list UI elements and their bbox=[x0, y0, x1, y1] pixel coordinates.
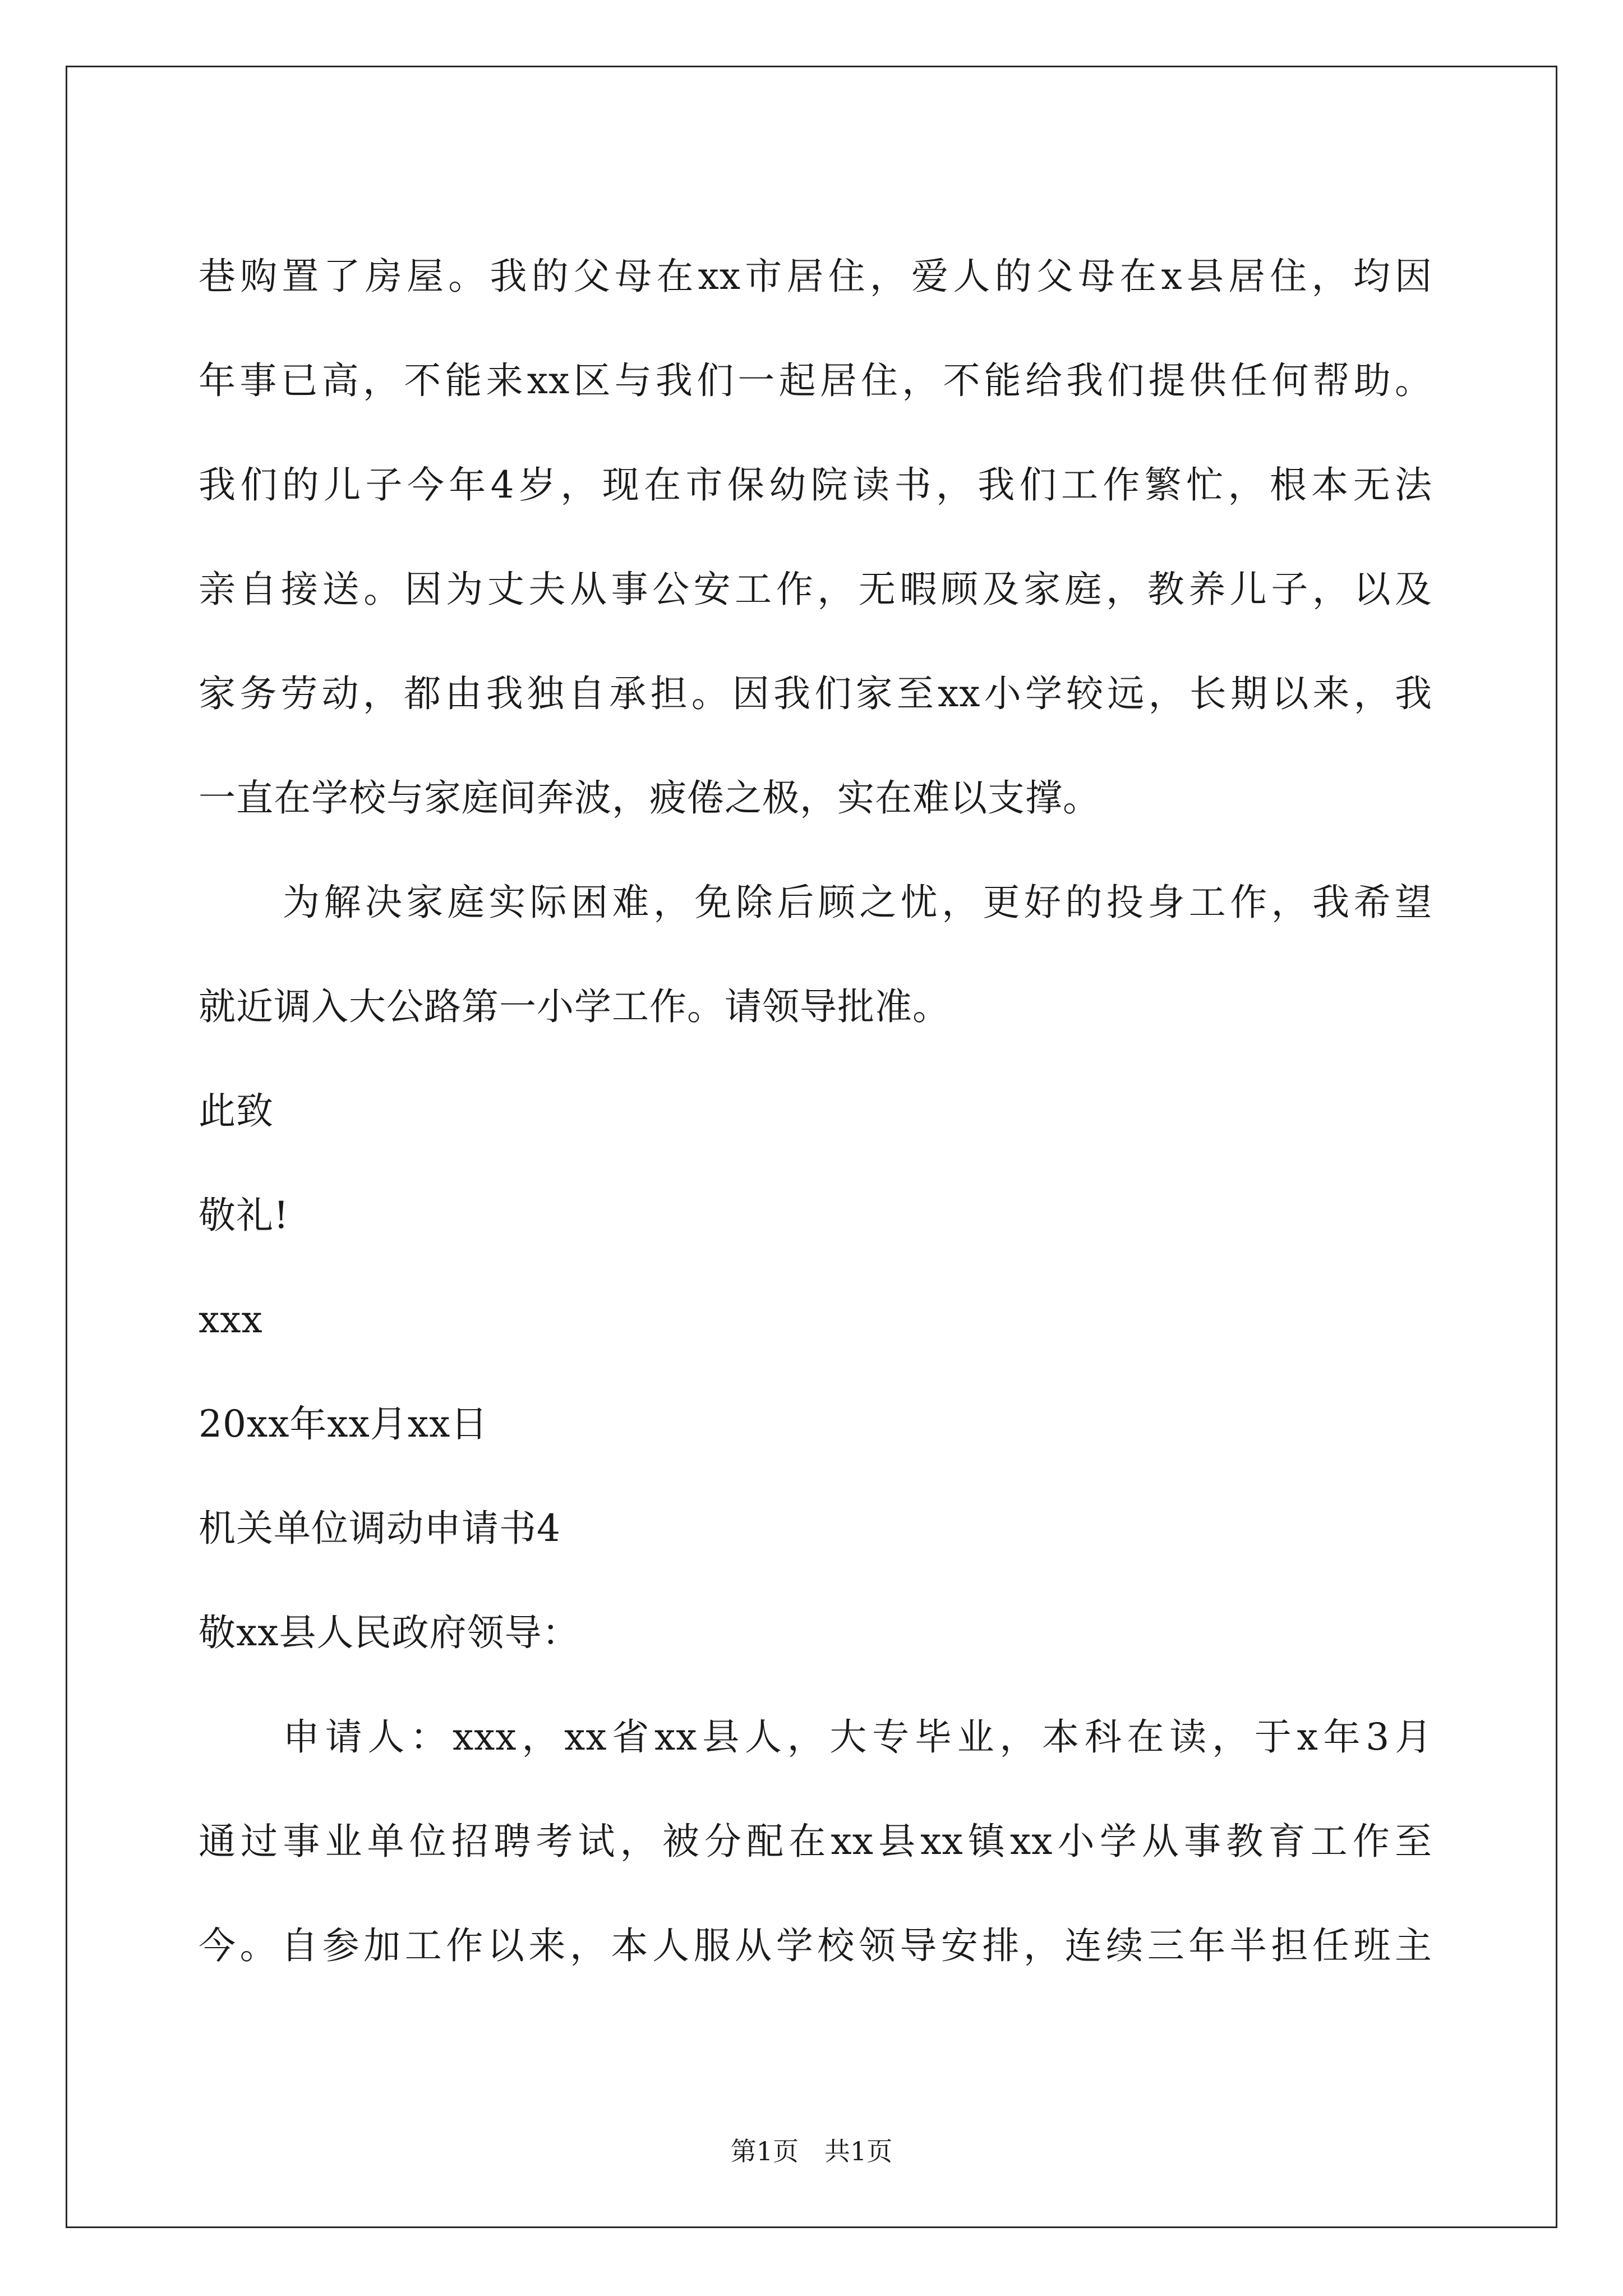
paragraph-first-line: 为解决家庭实际困难，免除后顾之忧，更好的投身工作，我希望 bbox=[283, 881, 1432, 924]
text-line: 我们的儿子今年4岁，现在市保幼院读书，我们工作繁忙，根本无法 bbox=[199, 463, 1432, 507]
page-total: 共1页 bbox=[824, 2136, 893, 2166]
signature-name: xxx bbox=[199, 1298, 263, 1341]
text-line: 年事已高，不能来xx区与我们一起居住，不能给我们提供任何帮助。 bbox=[199, 359, 1432, 402]
section-title: 机关单位调动申请书4 bbox=[199, 1507, 561, 1550]
closing-regards: 敬礼! bbox=[199, 1194, 289, 1237]
closing-salutation: 此致 bbox=[199, 1089, 274, 1133]
text-line: 家务劳动，都由我独自承担。因我们家至xx小学较远，长期以来，我 bbox=[199, 672, 1432, 715]
letter-greeting: 敬xx县人民政府领导： bbox=[199, 1611, 580, 1654]
text-line: 巷购置了房屋。我的父母在xx市居住，爱人的父母在x县居住，均因 bbox=[199, 255, 1432, 298]
signature-date: 20xx年xx月xx日 bbox=[199, 1402, 488, 1446]
page-footer bbox=[0, 2134, 1623, 2168]
text-line: 就近调入大公路第一小学工作。请领导批准。 bbox=[199, 985, 950, 1028]
page-number: 第1页 bbox=[730, 2136, 799, 2166]
paragraph-first-line: 申请人：xxx，xx省xx县人，大专毕业，本科在读，于x年3月 bbox=[283, 1715, 1432, 1759]
text-line: 一直在学校与家庭间奔波，疲倦之极，实在难以支撑。 bbox=[199, 776, 1100, 820]
text-line: 通过事业单位招聘考试，被分配在xx县xx镇xx小学从事教育工作至 bbox=[199, 1820, 1432, 1863]
text-line: 今。自参加工作以来，本人服从学校领导安排，连续三年半担任班主 bbox=[199, 1924, 1432, 1967]
text-line: 亲自接送。因为丈夫从事公安工作，无暇顾及家庭，教养儿子，以及 bbox=[199, 568, 1432, 611]
document-body bbox=[199, 224, 1432, 1998]
